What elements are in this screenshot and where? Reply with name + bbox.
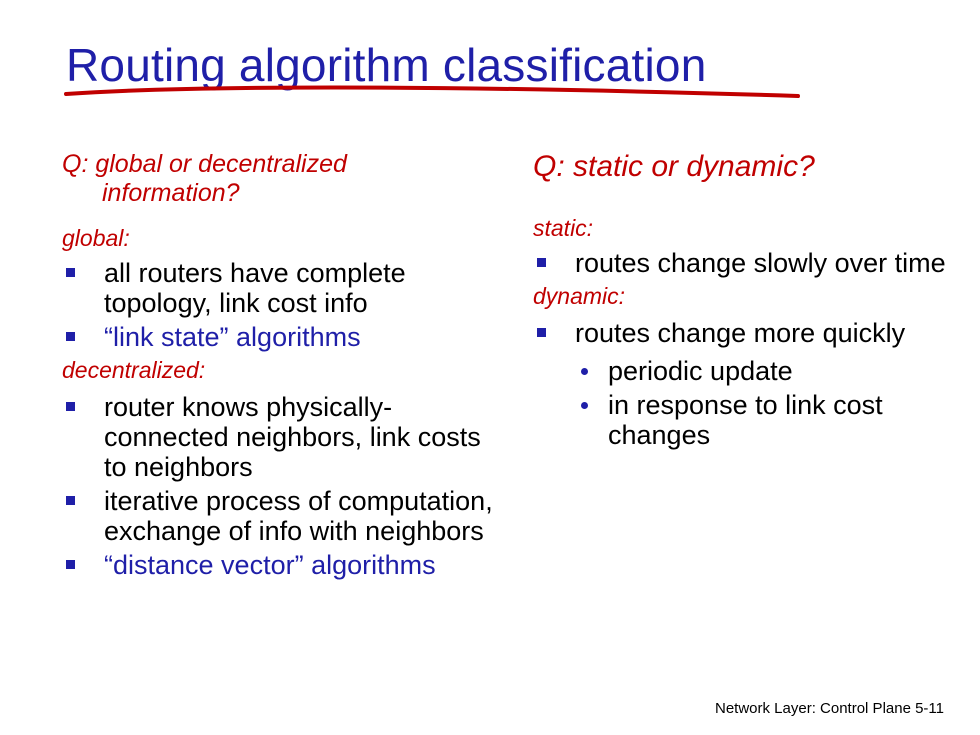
- left-column: [62, 150, 502, 580]
- global-label: global:: [62, 225, 130, 251]
- list-item: “distance vector” algorithms: [62, 550, 502, 580]
- square-bullet-icon: [66, 560, 75, 569]
- question-static-dynamic: Q: static or dynamic?: [533, 150, 815, 183]
- list-item: routes change slowly over time: [533, 248, 953, 278]
- square-bullet-icon: [537, 328, 546, 337]
- slide-title: Routing algorithm classification: [66, 39, 707, 91]
- list-item: all routers have complete topology, link cost info: [62, 258, 502, 318]
- list-item: routes change more quickly: [533, 318, 953, 348]
- question-line-1: Q: global or decentralized: [62, 150, 347, 178]
- static-list: [533, 248, 953, 278]
- square-bullet-icon: [66, 402, 75, 411]
- square-bullet-icon: [66, 332, 75, 341]
- square-bullet-icon: [66, 496, 75, 505]
- question-line-2: information?: [102, 179, 240, 207]
- list-item: “link state” algorithms: [62, 322, 502, 352]
- title-underline: [62, 82, 802, 106]
- list-item: router knows physically-connected neighbors, link costs to neighbors: [62, 392, 502, 482]
- list-item: in response to link cost changes: [533, 390, 953, 450]
- static-label: static:: [533, 215, 594, 241]
- list-item: periodic update: [533, 356, 953, 386]
- dynamic-list: [533, 318, 953, 348]
- right-column: [533, 150, 953, 450]
- dot-bullet-icon: [581, 368, 588, 375]
- list-item: iterative process of computation, exchange of info with neighbors: [62, 486, 502, 546]
- square-bullet-icon: [66, 268, 75, 277]
- dynamic-sublist: [533, 356, 953, 450]
- dot-bullet-icon: [581, 402, 588, 409]
- question-global-decentralized: [62, 150, 502, 208]
- dynamic-label: dynamic:: [533, 283, 626, 309]
- decentralized-list: [62, 392, 502, 580]
- global-list: [62, 258, 502, 352]
- slide-footer: Network Layer: Control Plane 5-11: [715, 700, 944, 717]
- decentralized-label: decentralized:: [62, 357, 206, 383]
- square-bullet-icon: [537, 258, 546, 267]
